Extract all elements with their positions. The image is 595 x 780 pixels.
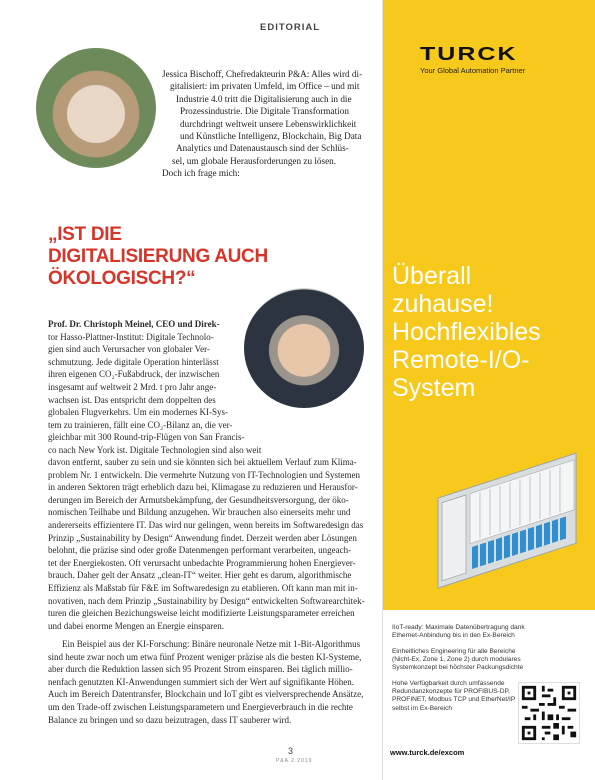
ad-headline (392, 262, 592, 402)
body-line: Balance zu bringen und so dazu beizutragen, dass IT sauberer wird. (48, 714, 292, 725)
body-line: nomischen Teilhabe und Bildung anzugehen. Wir brauchen also einerseits mehr und (48, 507, 351, 518)
body-line: nenfach genutzten KI-Anwendungen summiert sich der Wert auf signifikante Höhen. (48, 676, 355, 687)
body-line: insgesamt auf weltweit 2 Mrd. t pro Jahr ange- (48, 381, 217, 392)
article-headline: „IST DIE DIGITALISIERUNG AUCH ÖKOLOGISCH?“ (48, 224, 268, 289)
ad-headline-line: zuhause! (392, 290, 494, 318)
intro-line: und Künstliche Intelligenz, Blockchain, Big Data (180, 131, 362, 142)
qr-code-icon (519, 683, 579, 743)
body-line: Auch im Bereich Datentransfer, Blockchain und IoT gibt es vielversprechende Ansätze, (48, 689, 364, 700)
body-line: schmutzung. Jede digitale Operation hinterlässt (48, 356, 219, 367)
body-line: andererseits effizientere IT. Das wird nur gelingen, wenn bereits im Softwaredesign das (48, 519, 364, 530)
section-label: EDITORIAL (260, 22, 321, 33)
body-line: Prinzip „Sustainability by Design“ Anwendung findet. Derzeit werden aber Lösungen (48, 532, 357, 543)
ad-headline-line: Hochflexibles (392, 318, 541, 346)
ad-feature-1 (392, 624, 525, 640)
intro-line: sel, um globale Herausforderungen zu lösen. (172, 155, 337, 166)
expert-portrait-photo (244, 288, 364, 408)
body-line: wachsen ist. Das entspricht dem doppelten des (48, 394, 216, 405)
body-line: derungen im Bereich der Armutsbekämpfung, der Gesundheitsversorgung, der öko- (48, 494, 349, 505)
intro-line: Jessica Bischoff, Chefredakteurin P&A: Alles wird di- (162, 69, 363, 79)
ad-feature-line: (Nicht-Ex, Zone 1, Zone 2) durch modulares (392, 656, 521, 664)
ad-headline-line: System (392, 374, 476, 402)
author-portrait-photo (36, 48, 156, 168)
body-line: gien sind auch Verursacher von globaler Ver- (48, 344, 210, 355)
body-line: globalen Flugverkehrs. Um ein modernes KI-Sys- (48, 407, 228, 418)
ad-feature-3 (392, 680, 515, 713)
body-line: belohnt, die präzise sind oder große Datenmengen performant verarbeiten, ungeach- (48, 545, 352, 556)
intro-line: gitalisiert: im privaten Umfeld, im Office – und mit (170, 81, 360, 92)
body-text-narrow (48, 318, 261, 457)
remote-io-product-image (432, 440, 582, 590)
body-line: novativen, nach dem Prinzip „Sustainability by Design“ entwickelten Softwarearchitek- (48, 595, 365, 606)
body-line: ihren eigenen CO₂-Fußabdruck, der inzwischen (48, 369, 220, 380)
ad-headline-line: Überall (392, 262, 472, 290)
ad-feature-line: Ethernet-Anbindung bis in den Ex-Bereich (392, 632, 515, 640)
qr-code[interactable] (518, 682, 580, 744)
ad-feature-line: PROFINET, Modbus TCP und EtherNet/IP (392, 696, 516, 704)
intro-line: Prozessindustrie. Die Digitale Transformation (180, 106, 349, 117)
ad-tagline: Your Global Automation Partner (420, 66, 526, 75)
ad-feature-line: IIoT-ready: Maximale Datenübertragung dank (392, 624, 525, 631)
intro-line: Industrie 4.0 tritt die Digitalisierung auch in die (176, 93, 352, 104)
body-line: davon entfernt, sauber zu sein und sie könnten sich bei aktuellem Verlauf zum Klima- (48, 457, 357, 467)
body-line: gleichbar mit 300 Round-trip-Flügen von San Francis- (48, 432, 245, 443)
body-line: sind heute zwar noch um etwa fünf Prozent weniger präzise als die besten KI-Systeme, (48, 651, 362, 662)
column-divider (382, 0, 383, 780)
body-line: und dabei enorme Mengen an Energie einsparen. (48, 620, 225, 631)
page-number: 3 (288, 746, 294, 756)
body-line: aber durch die Reduktion lassen sich 95 Prozent Strom einsparen. Bei täglich milliо- (48, 664, 353, 675)
intro-line: Doch ich frage mich: (162, 168, 240, 179)
body-line: tor Hasso-Plattner-Institut: Digitale Technolo- (48, 331, 214, 342)
body-line: problem Nr. 1 entwickeln. Die vermehrte Nutzung von IT-Technologien und Systemen (48, 469, 360, 480)
ad-feature-line: Systemkonzept bei höchster Packungsdichte (392, 664, 524, 672)
body-text-paragraph-2 (48, 638, 363, 726)
body-line: Ein Beispiel aus der KI-Forschung: Binäre neuronale Netze mit 1-Bit-Algorithmus (62, 639, 361, 649)
turck-logo[interactable]: TURCK (420, 44, 518, 65)
ad-feature-2 (392, 648, 523, 673)
body-text-wide (48, 456, 365, 632)
page-footer-mark: P&A 2.2019 (276, 758, 313, 764)
intro-line: durchdringt weltweit unsere Lebenswirklichkeit (180, 118, 357, 129)
ad-feature-line: Einheitliches Engineering für alle Bereiche (392, 648, 516, 655)
ad-headline-line: Remote-I/O- (392, 346, 530, 374)
intro-text (162, 68, 362, 180)
ad-url-link[interactable]: www.turck.de/excom (390, 748, 465, 757)
body-line: Prof. Dr. Christoph Meinel, CEO und Direk- (48, 319, 220, 329)
ad-feature-line: Redundanzkonzepte für PROFIBUS-DP, (392, 688, 510, 696)
intro-line: Analytics und Datenaustausch sind der Schlüs- (176, 143, 349, 154)
body-line: in anderen Sektoren trägt erheblich dazu bei, Klimagase zu reduzieren und Herausfor- (48, 482, 358, 493)
body-line: brauch. Daher gelt der Ansatz „clean-IT“ weiter. Hier geht es darum, algorithmische (48, 570, 352, 581)
body-line: tet der Energiekosten. Oft verursacht unbedachte Programmierung hohen Energiever- (48, 557, 356, 568)
ad-feature-line: Hohe Verfügbarkeit durch umfassende (392, 680, 505, 687)
body-line: turen die gleichen Bezichungsweise leicht modifizierte Leistungsparameter erreichen (48, 608, 355, 619)
body-line: um den Trade-off zwischen Leistungsparametern und Energieverbrauch in die rechte (48, 701, 353, 712)
body-line: tem zu trainieren, fällt eine CO₂-Bilanz an, die ver- (48, 419, 233, 430)
body-line: Effizienz als Maßstab für F&E im Softwaredesign zu etablieren. Oft kann man mit in- (48, 582, 358, 593)
body-line: co nach New York ist. Digitale Technologien sind also weit (48, 444, 262, 455)
ad-feature-line: selbst im Ex-Bereich (392, 704, 453, 712)
